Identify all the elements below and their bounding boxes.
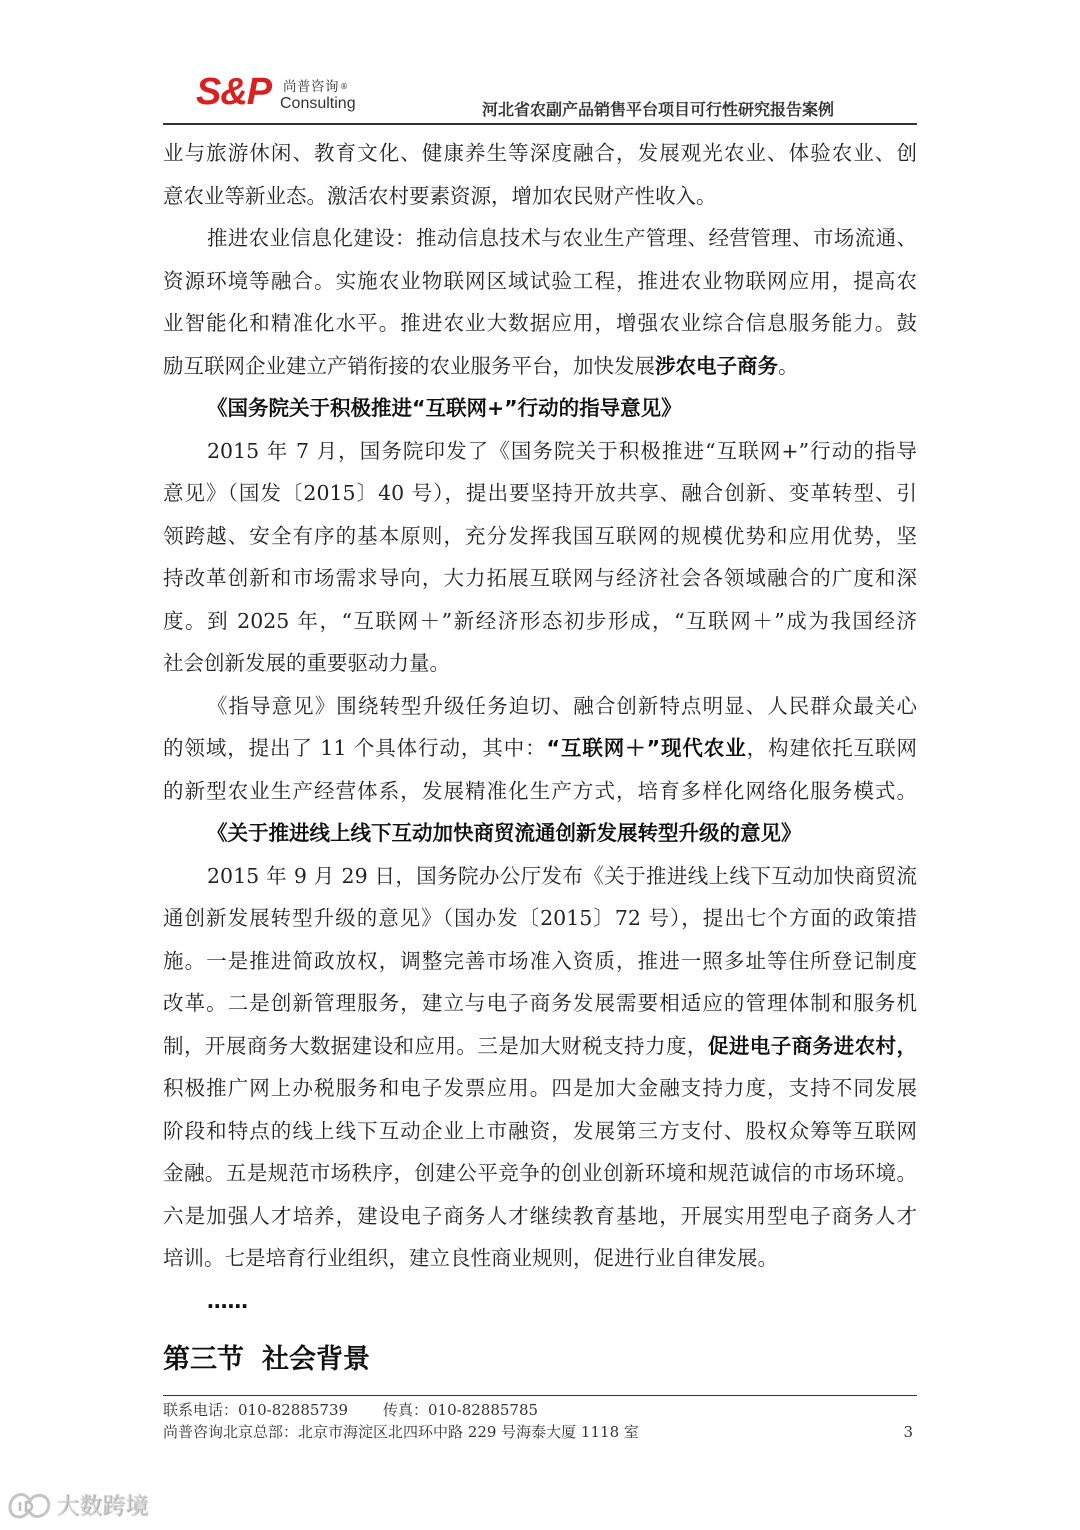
text-run: 积极推广网上办税服务和电子发票应用。四是加大金融支持力度，支持不同发展 <box>163 1076 917 1100</box>
bold-text-run: 涉农电子商务 <box>655 353 778 378</box>
text-run: 《指导意见》围绕转型升级任务迫切、融合创新特点明显、人民群众最关心 <box>207 693 917 718</box>
text-run: 六是加强人才培养，建设电子商务人才继续教育基地，开展实用型电子商务人才 <box>163 1203 917 1228</box>
text-run: 持改革创新和市场需求导向，大力拓展互联网与经济社会各领域融合的广度和深 <box>163 566 917 590</box>
text-run: 业智能化和精准化水平。推进农业大数据应用，增强农业综合信息服务能力。鼓 <box>163 311 917 335</box>
text-line <box>163 1237 917 1280</box>
text-line <box>163 685 917 728</box>
text-line <box>163 600 917 643</box>
watermark-text: 大数跨境 <box>56 1493 148 1519</box>
footer-contact-line <box>163 1401 917 1419</box>
text-run: 阶段和特点的线上线下互动企业上市融资，发展第三方支付、股权众筹等互联网 <box>163 1118 917 1143</box>
body-text <box>163 132 917 1322</box>
subheading-line <box>163 812 917 855</box>
footer-address-line <box>163 1423 917 1441</box>
page-number: 3 <box>903 1423 913 1441</box>
text-line <box>163 472 917 515</box>
text-line <box>163 1195 917 1238</box>
text-run: 意农业等新业态。激活农村要素资源，增加农民财产性收入。 <box>163 183 717 208</box>
text-run: ，构建依托互联网 <box>746 736 918 760</box>
text-run: 推进农业信息化建设：推动信息技术与农业生产管理、经营管理、市场流通、 <box>207 226 917 250</box>
text-line <box>163 302 917 345</box>
text-run: 度。到 2025 年，“互联网＋”新经济形态初步形成，“互联网＋”成为我国经济 <box>163 608 917 633</box>
text-run: 业与旅游休闲、教育文化、健康养生等深度融合，发展观光农业、体验农业、创 <box>163 141 917 165</box>
text-run: 的新型农业生产经营体系，发展精准化生产方式，培育多样化网络化服务模式。 <box>163 778 917 803</box>
text-line <box>163 727 917 770</box>
text-line <box>163 770 917 813</box>
text-run: 。 <box>778 353 799 378</box>
text-line <box>163 855 917 898</box>
text-line <box>163 1025 917 1068</box>
bold-text-run: …… <box>207 1288 248 1313</box>
section-number: 第三节 <box>163 1344 244 1375</box>
text-run: 2015 年 9 月 29 日，国务院办公厅发布《关于推进线上线下互动加快商贸流 <box>207 863 917 888</box>
text-line <box>163 217 917 260</box>
text-line <box>163 940 917 983</box>
text-run: 励互联网企业建立产销衔接的农业服务平台，加快发展 <box>163 353 655 378</box>
text-line <box>163 132 917 175</box>
text-run: 金融。五是规范市场秩序，创建公平竞争的创业创新环境和规范诚信的市场环境。 <box>163 1161 917 1185</box>
footer-fax: 传真：010-82885785 <box>383 1401 539 1419</box>
text-line <box>163 1152 917 1195</box>
watermark-logo-icon <box>6 1488 52 1524</box>
text-line <box>163 1067 917 1110</box>
bold-text-run: 《关于推进线上线下互动加快商贸流通创新发展转型升级的意见》 <box>207 821 802 845</box>
logo-chinese-name <box>283 79 349 95</box>
text-run: 通创新发展转型升级的意见》（国办发〔2015〕72 号），提出七个方面的政策措 <box>163 906 917 930</box>
section-heading <box>163 1340 370 1380</box>
bold-text-run: 促进电子商务进农村， <box>707 1033 918 1058</box>
logo-cn-text: 尚普咨询 <box>283 79 339 95</box>
text-run: 2015 年 7 月，国务院印发了《国务院关于积极推进“互联网+”行动的指导 <box>207 438 917 463</box>
footer-rule <box>163 1395 917 1396</box>
text-line <box>163 642 917 685</box>
text-run: 社会创新发展的重要驱动力量。 <box>163 651 450 675</box>
text-run: 领跨越、安全有序的基本原则，充分发挥我国互联网的规模优势和应用优势，坚 <box>163 523 917 548</box>
header-rule <box>163 123 917 125</box>
text-run: 的领域，提出了 11 个具体行动，其中： <box>163 736 547 760</box>
registered-mark: ® <box>340 82 349 91</box>
report-title: 河北省农副产品销售平台项目可行性研究报告案例 <box>482 100 835 119</box>
text-line <box>163 430 917 473</box>
text-line <box>163 175 917 218</box>
text-line <box>163 345 917 388</box>
text-line <box>163 982 917 1025</box>
text-run: 制，开展商务大数据建设和应用。三是加大财税支持力度， <box>163 1033 708 1058</box>
text-line <box>163 1110 917 1153</box>
bold-text-run: 《国务院关于积极推进“互联网+”行动的指导意见》 <box>207 396 682 420</box>
logo-english-name: Consulting <box>280 95 356 112</box>
footer-address: 尚普咨询北京总部：北京市海淀区北四环中路 229 号海泰大厦 1118 室 <box>163 1423 639 1441</box>
bold-text-run: “互联网＋”现代农业 <box>546 736 747 760</box>
text-line <box>163 260 917 303</box>
text-line <box>163 515 917 558</box>
footer-phone: 联系电话：010-82885739 <box>163 1401 349 1419</box>
section-title: 社会背景 <box>262 1344 370 1375</box>
text-run: 培训。七是培育行业组织，建立良性商业规则，促进行业自律发展。 <box>163 1246 778 1270</box>
text-run: 资源环境等融合。实施农业物联网区域试验工程，推进农业物联网应用，提高农 <box>163 268 917 293</box>
text-run: 改革。二是创新管理服务，建立与电子商务发展需要相适应的管理体制和服务机 <box>163 991 917 1015</box>
logo-mark: S&P <box>196 71 272 113</box>
ellipsis-line <box>163 1280 917 1323</box>
text-line <box>163 557 917 600</box>
text-line <box>163 897 917 940</box>
text-run: 施。一是推进简政放权，调整完善市场准入资质，推进一照多址等住所登记制度 <box>163 948 917 973</box>
text-run: 意见》（国发〔2015〕40 号），提出要坚持开放共享、融合创新、变革转型、引 <box>163 481 917 505</box>
subheading-line <box>163 387 917 430</box>
